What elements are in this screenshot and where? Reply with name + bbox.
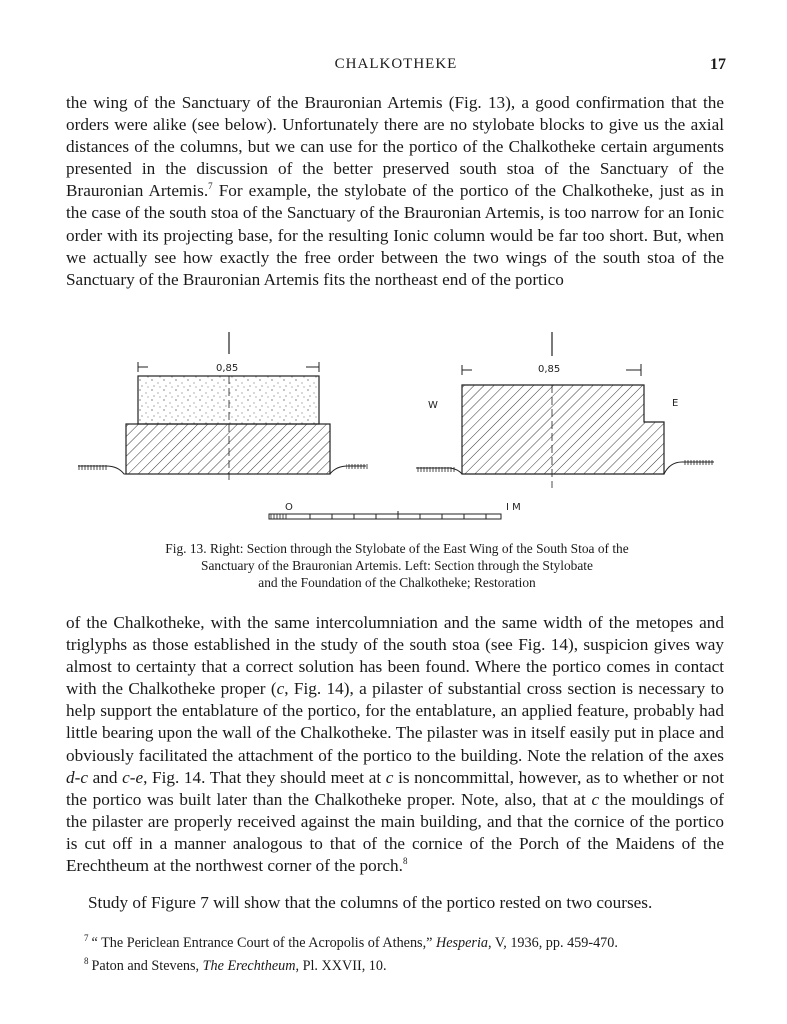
paragraph-1-continued: For example, the stylobate of the portico of the Chalkotheke, just as in the case of the south stoa of the Sanctuary of the Brauronian Artemis, is too narrow for an Ionic order with its projecting base, for the resulting Ionic column would be far too short. But, when we actually see how exactly the free order between the two wings of the south stoa of the Sanctuary of the Brauronian Artemis fits the northeast end of the portico: [66, 181, 724, 289]
page-number: 17: [710, 56, 726, 73]
footnotes: [84, 930, 724, 975]
footnote-8-citation: , Pl. XXVII, 10.: [295, 957, 387, 974]
footnote-7-text: “ The Periclean Entrance Court of the Acropolis of Athens,”: [91, 935, 436, 951]
east-label: E: [672, 398, 679, 409]
section-drawing: [66, 328, 726, 528]
paragraph-2-text-c: , Fig. 14. That they should meet at: [143, 767, 386, 787]
ref-c-1: c: [276, 679, 285, 699]
ref-d-c: d-c: [66, 767, 88, 787]
ref-c-2: c: [385, 767, 394, 787]
paragraph-1: [66, 92, 724, 291]
caption-line-2: Sanctuary of the Brauronian Artemis. Left: Section through the Stylobate: [201, 558, 593, 573]
scale-bar: [269, 502, 521, 519]
left-stylobate-block: [138, 376, 319, 424]
footnote-8-title: The Erechtheum: [202, 957, 296, 974]
footnote-7-mark: 7: [84, 933, 89, 943]
left-dimension-label: 0,85: [216, 363, 239, 374]
right-section: [416, 332, 714, 488]
paragraph-2-text-d: is noncommittal, however, as to whether or not the portico was built later than the Chalkotheke proper. Note, also, that at: [66, 767, 724, 809]
right-dimension-label: 0,85: [538, 364, 561, 375]
ref-c-3: c: [591, 789, 600, 809]
paragraph-2-text-a: of the Chalkotheke, with the same intercolumniation and the same width of the metopes and triglyphs as those established in the study of the south stoa (see Fig. 14), suspicion gives way almost to certainty that a correct solution has been found. Where the portico comes in contact with the Chalkotheke proper (: [66, 613, 724, 699]
left-section: [78, 332, 368, 482]
figure-caption: [84, 540, 710, 591]
footnote-ref-8[interactable]: 8: [402, 856, 408, 867]
running-title: CHALKOTHEKE: [334, 56, 458, 72]
caption-line-3: and the Foundation of the Chalkotheke; Restoration: [258, 575, 536, 590]
footnote-8-text: Paton and Stevens,: [91, 957, 203, 974]
paragraph-1-text: the wing of the Sanctuary of the Brauronian Artemis (Fig. 13), a good confirmation that the orders were alike (see below). Unfortunately there are no stylobate blocks to give us the axial distances of the columns, but we can use for the portico of the Chalkotheke certain arguments presented in the discussion of the better preserved south stoa of the Sanctuary of the Brauronian Artemis.: [66, 93, 724, 201]
footnote-7: [84, 930, 724, 953]
ref-c-e: c-e: [122, 767, 144, 787]
left-ground-right: [346, 464, 368, 469]
paragraph-2-text-e: the mouldings of the pilaster are properly received against the main building, and that the cornice of the portico is cut off in a manner analogous to that of the cornice of the Porch of the Maidens of the Erechtheum at the northwest corner of the porch.: [66, 789, 724, 876]
west-label: W: [428, 400, 438, 411]
paragraph-2-and: and: [87, 767, 123, 787]
paragraph-2: [66, 612, 724, 877]
scale-start-label: O: [285, 502, 293, 513]
footnote-7-journal: Hesperia: [435, 935, 488, 951]
footnote-8-mark: 8: [84, 955, 89, 966]
running-head: [66, 56, 726, 78]
right-stylobate-block: [462, 385, 664, 474]
caption-line-1: Fig. 13. Right: Section through the Stylobate of the East Wing of the South Stoa of the: [165, 541, 629, 556]
footnote-ref-7[interactable]: 7: [208, 181, 213, 192]
paragraph-2-text-b: , Fig. 14), a pilaster of substantial cross section is necessary to help support the entablature of the portico, for the entablature, an applied feature, probably had little bearing upon the wall of the Chalkotheke. The pilaster was in itself easily put in place and obviously facilitated the attachment of the portico to the building. Note the relation of the axes: [66, 679, 724, 765]
footnote-7-citation: , V, 1936, pp. 459-470.: [487, 935, 618, 951]
scale-bar-outline: [269, 514, 501, 519]
scale-end-label: I M: [506, 502, 521, 513]
footnote-8: [84, 953, 724, 976]
paragraph-3: Study of Figure 7 will show that the columns of the portico rested on two courses.: [88, 893, 653, 912]
right-ground-right: [684, 460, 714, 465]
figure-13: [66, 328, 726, 528]
scale-bar-fill: [269, 514, 287, 519]
left-foundation: [126, 424, 330, 474]
scale-ticks: [310, 511, 486, 519]
